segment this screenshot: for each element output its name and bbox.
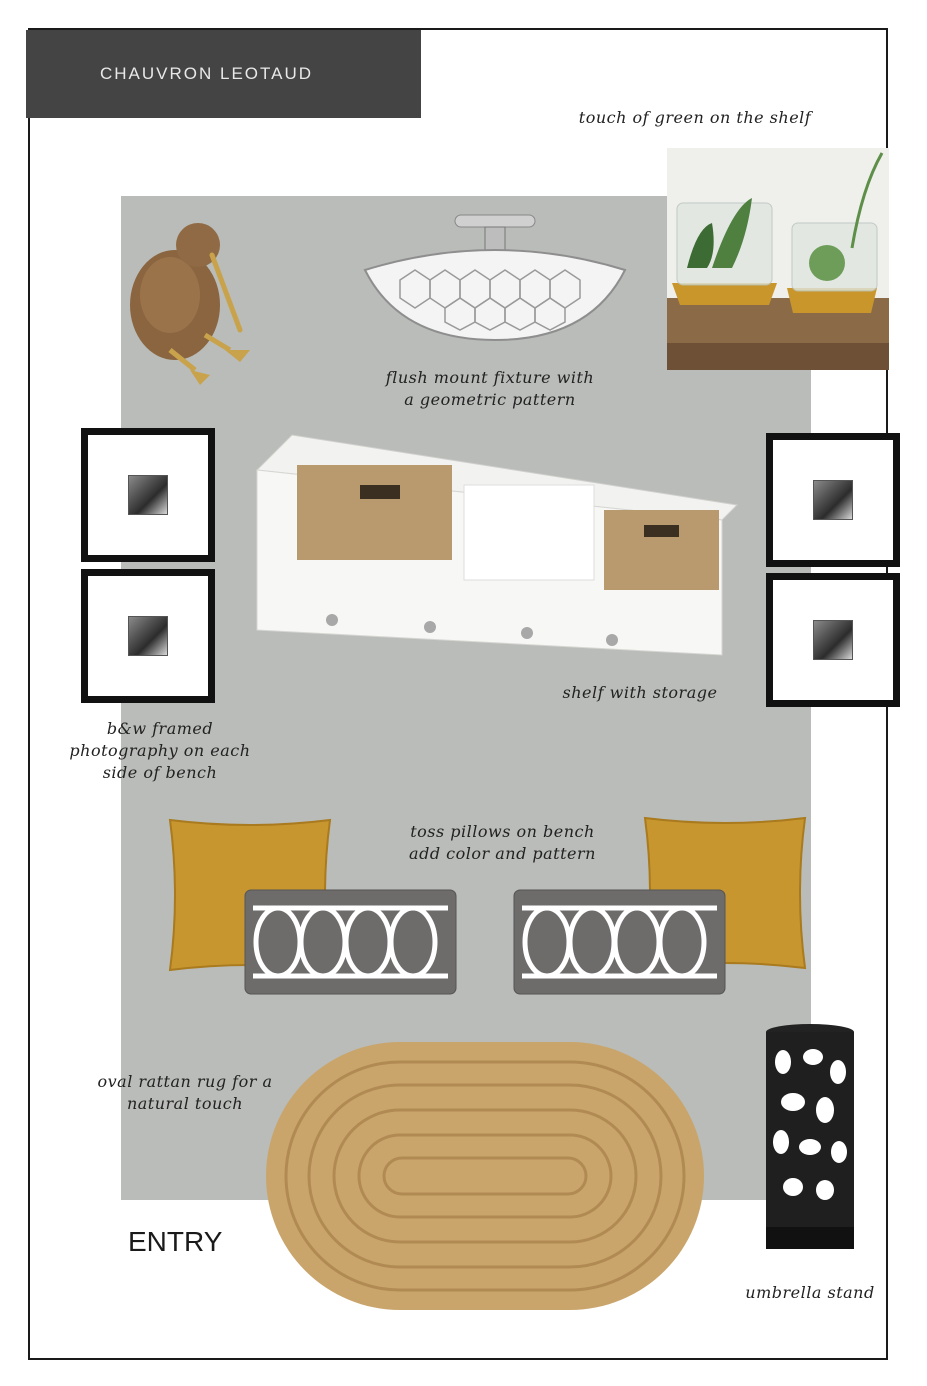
note-umbrella: umbrella stand [745, 1283, 875, 1302]
oval-jute-rug-icon [264, 1040, 706, 1312]
trellis-lumbar-pillow-icon [243, 888, 458, 996]
framed-photo-icon [81, 428, 215, 562]
terrarium-plants-icon [667, 148, 889, 370]
note-photos: b&w framed photography on each side of bench [69, 719, 251, 782]
kiwi-bird-figurine-icon [120, 210, 270, 385]
framed-photo-icon [766, 573, 900, 707]
umbrella-stand-icon [763, 1022, 858, 1254]
wall-shelf-baskets-icon [252, 430, 742, 660]
framed-photo-icon [81, 569, 215, 703]
note-rug: oval rattan rug for a natural touch [97, 1072, 273, 1113]
note-green: touch of green on the shelf [578, 108, 812, 127]
framed-photo-icon [766, 433, 900, 567]
brand-header [26, 30, 421, 118]
room-label: ENTRY [128, 1226, 223, 1257]
note-fixture: flush mount fixture with a geometric pattern [385, 368, 595, 409]
brand-name: CHAUVRON LEOTAUD [100, 64, 314, 83]
flush-mount-light-icon [360, 210, 630, 345]
note-shelf: shelf with storage [562, 683, 718, 702]
trellis-lumbar-pillow-icon [512, 888, 727, 996]
note-pillows: toss pillows on bench add color and pattern [409, 822, 596, 863]
